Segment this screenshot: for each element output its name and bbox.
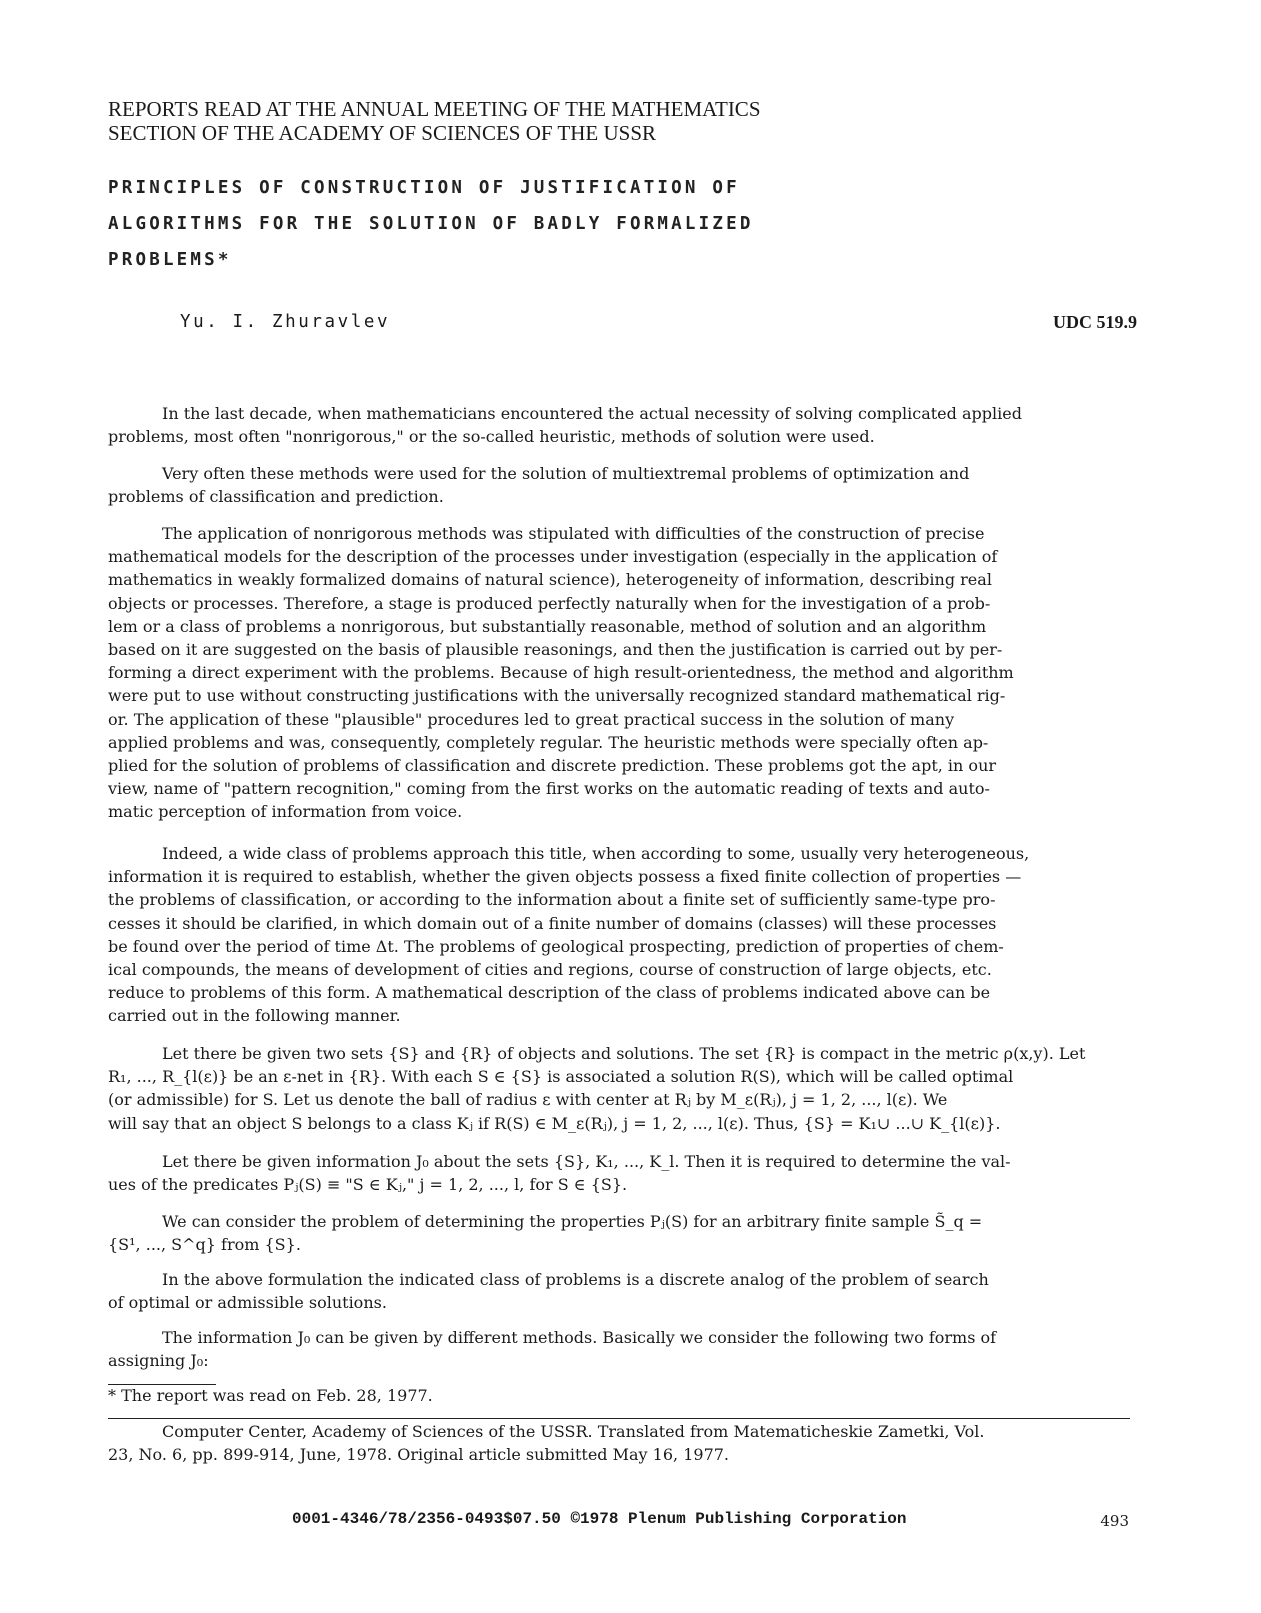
paragraph-1 [108,402,1138,448]
affiliation-note [108,1420,1138,1466]
footnote: * The report was read on Feb. 28, 1977. [108,1386,433,1405]
paragraph-line: In the last decade, when mathematicians encountered the actual necessity of solving complicated applied [162,404,1022,423]
paragraph-line: be found over the period of time Δt. The problems of geological prospecting, prediction of properties of chem- [108,936,1004,956]
paragraph-line: ical compounds, the means of development of cities and regions, course of construction of large objects, etc. [108,960,992,980]
section-header-line: REPORTS READ AT THE ANNUAL MEETING OF THE MATHEMATICS [108,97,761,121]
page-number: 493 [1100,1512,1129,1530]
paragraph-line: The application of nonrigorous methods was stipulated with difficulties of the construction of precise [162,524,985,543]
paragraph-line: will say that an object S belongs to a class Kⱼ if R(S) ∈ M_ε(Rⱼ), j = 1, 2, ..., l(ε). Thus, {S} = K₁∪ ...∪ K_{l(ε)}. [108,1113,1001,1133]
paragraph-9 [108,1326,1138,1372]
paragraph-4 [108,842,1138,1028]
paragraph-line: plied for the solution of problems of classification and discrete prediction. These problems got the apt, in our [108,756,997,776]
paragraph-5 [108,1042,1138,1135]
paragraph-line: matic perception of information from voice. [108,802,463,822]
paragraph-line: Indeed, a wide class of problems approach this title, when according to some, usually very heterogeneous, [162,844,1030,863]
paragraph-line: the problems of classification, or according to the information about a finite set of sufficiently same-type pro- [108,890,996,910]
affiliation-divider [108,1418,1130,1419]
paragraph-6 [108,1150,1138,1196]
paragraph-line: reduce to problems of this form. A mathematical description of the class of problems indicated above can be [108,983,991,1003]
author-name: Yu. I. Zhuravlev [180,312,391,332]
paragraph-3 [108,522,1138,824]
article-title [108,170,968,278]
paragraph-line: mathematics in weakly formalized domains of natural science), heterogeneity of information, describing real [108,570,992,590]
paragraph-line: Let there be given two sets {S} and {R} of objects and solutions. The set {R} is compact in the metric ρ(x,y). Let [162,1044,1086,1063]
paragraph-line: information it is required to establish, whether the given objects possess a fixed finite collection of properties — [108,867,1022,887]
section-header [108,97,968,145]
paragraph-line: In the above formulation the indicated class of problems is a discrete analog of the problem of search [162,1270,989,1289]
paragraph-8 [108,1268,1138,1314]
paragraph-line: ues of the predicates Pⱼ(S) ≡ "S ∈ Kⱼ," j = 1, 2, ..., l, for S ∈ {S}. [108,1175,628,1195]
section-header-line: SECTION OF THE ACADEMY OF SCIENCES OF THE USSR [108,121,657,145]
paragraph-line: based on it are suggested on the basis of plausible reasonings, and then the justification is carried out by per- [108,640,1003,660]
paragraph-line: Let there be given information J₀ about the sets {S}, K₁, ..., K_l. Then it is required to determine the val- [162,1152,1011,1171]
affiliation-line: 23, No. 6, pp. 899-914, June, 1978. Original article submitted May 16, 1977. [108,1445,730,1464]
paragraph-line: problems, most often "nonrigorous," or the so-called heuristic, methods of solution were used. [108,427,875,447]
paragraph-line: problems of classification and prediction. [108,487,444,507]
paragraph-line: {S¹, ..., S^q} from {S}. [108,1235,301,1255]
article-title-line: ALGORITHMS FOR THE SOLUTION OF BADLY FORMALIZED [108,214,754,234]
paragraph-line: mathematical models for the description of the processes under investigation (especially in the application of [108,547,998,567]
paragraph-line: We can consider the problem of determining the properties Pⱼ(S) for an arbitrary finite sample S̃_q = [162,1212,983,1231]
paragraph-line: lem or a class of problems a nonrigorous, but substantially reasonable, method of solution and an algorithm [108,616,987,636]
affiliation-line: Computer Center, Academy of Sciences of the USSR. Translated from Matematicheskie Zametki, Vol. [162,1422,985,1441]
paragraph-line: The information J₀ can be given by different methods. Basically we consider the following two forms of [162,1328,997,1347]
paragraph-line: of optimal or admissible solutions. [108,1293,387,1313]
paragraph-2 [108,462,1138,508]
paragraph-line: cesses it should be clarified, in which domain out of a finite number of domains (classes) will these processes [108,913,997,933]
paragraph-line: forming a direct experiment with the problems. Because of high result-orientedness, the method and algorithm [108,663,1014,683]
publication-code: 0001-4346/78/2356-0493$07.50 ©1978 Plenum Publishing Corporation [292,1510,907,1528]
paragraph-line: assigning J₀: [108,1351,209,1371]
paragraph-line: view, name of "pattern recognition," coming from the first works on the automatic reading of texts and auto- [108,779,990,799]
article-title-line: PROBLEMS* [108,250,232,270]
paragraph-line: applied problems and was, consequently, completely regular. The heuristic methods were specially often ap- [108,732,989,752]
paragraph-line: or. The application of these "plausible" procedures led to great practical success in the solution of many [108,709,955,729]
udc-code: UDC 519.9 [1053,312,1137,332]
paragraph-line: (or admissible) for S. Let us denote the ball of radius ε with center at Rⱼ by M_ε(Rⱼ), j = 1, 2, ..., l(ε). We [108,1090,948,1110]
paragraph-line: were put to use without constructing justifications with the universally recognized standard mathematical rig- [108,686,1006,706]
paragraph-line: R₁, ..., R_{l(ε)} be an ε-net in {R}. With each S ∈ {S} is associated a solution R(S), which will be called optimal [108,1067,1014,1087]
paragraph-line: carried out in the following manner. [108,1006,401,1026]
paragraph-7 [108,1210,1138,1256]
paragraph-line: Very often these methods were used for the solution of multiextremal problems of optimization and [162,464,970,483]
paragraph-line: objects or processes. Therefore, a stage is produced perfectly naturally when for the investigation of a prob- [108,593,991,613]
article-title-line: PRINCIPLES OF CONSTRUCTION OF JUSTIFICATION OF [108,178,740,198]
